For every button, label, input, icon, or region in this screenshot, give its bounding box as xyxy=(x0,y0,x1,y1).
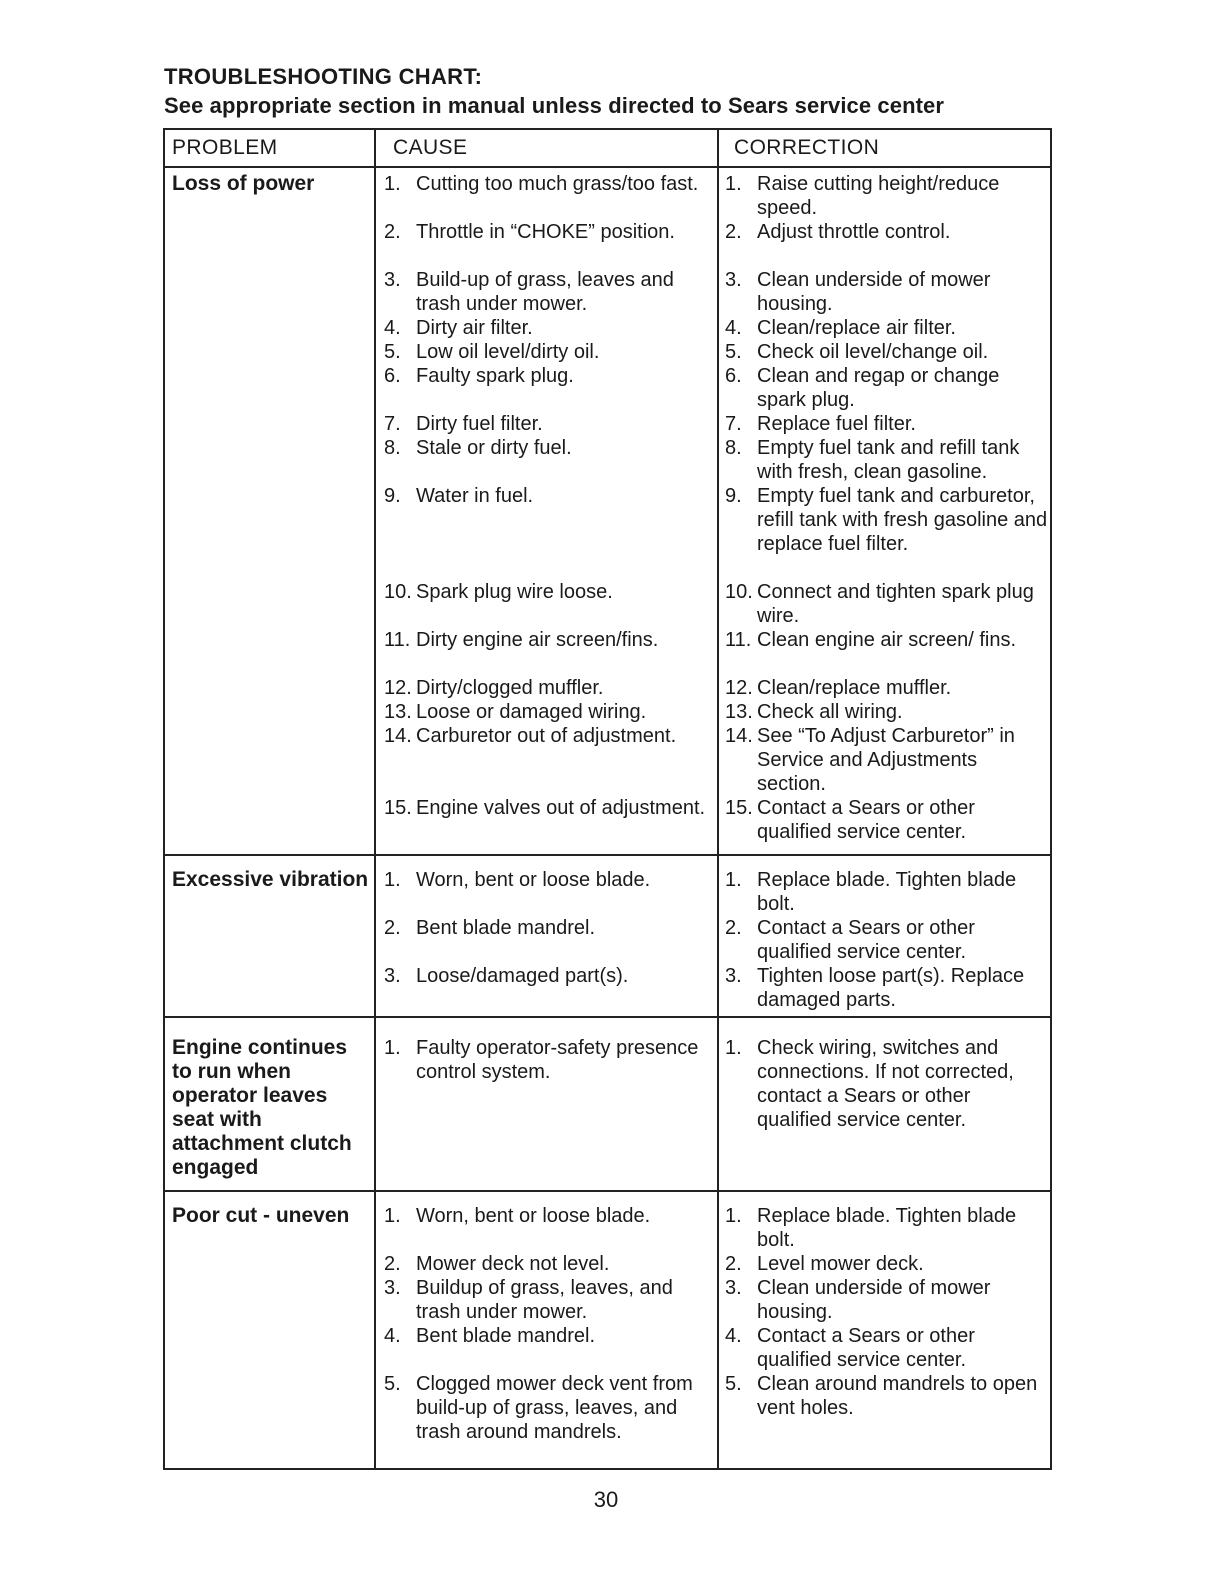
item-text: Dirty fuel filter. xyxy=(416,413,543,435)
item-text: Loose or damaged wiring. xyxy=(416,701,647,723)
item-number: 1. xyxy=(384,1037,401,1059)
item-number: 3. xyxy=(725,965,742,987)
item-text: Replace blade. Tighten blade bolt. xyxy=(757,869,1017,915)
item-text: Mower deck not level. xyxy=(416,1253,610,1275)
item-number: 9. xyxy=(725,485,742,507)
problem-label: Engine continues to run when operator leaves seat with attachment clutch engaged xyxy=(172,1036,352,1179)
item-number: 14. xyxy=(384,725,412,747)
item-number: 2. xyxy=(384,917,401,939)
header-correction: CORRECTION xyxy=(734,136,880,159)
item-text: Dirty engine air screen/fins. xyxy=(416,629,659,651)
chart-title: TROUBLESHOOTING CHART: xyxy=(164,64,483,89)
item-number: 15. xyxy=(725,797,753,819)
item-text: Faulty spark plug. xyxy=(416,365,574,387)
item-number: 1. xyxy=(384,869,401,891)
item-number: 4. xyxy=(725,1325,742,1347)
troubleshooting-table xyxy=(163,128,1052,1470)
item-text: Check oil level/change oil. xyxy=(757,341,989,363)
item-text: Raise cutting height/reduce speed. xyxy=(757,173,1000,219)
item-number: 2. xyxy=(384,1253,401,1275)
item-text: Water in fuel. xyxy=(416,485,534,507)
item-text: Empty fuel tank and refill tank with fresh, clean gasoline. xyxy=(757,437,1020,483)
item-text: Connect and tighten spark plug wire. xyxy=(757,581,1034,627)
header-problem: PROBLEM xyxy=(172,136,278,159)
item-number: 12. xyxy=(725,677,753,699)
item-number: 8. xyxy=(384,437,401,459)
item-number: 3. xyxy=(725,269,742,291)
item-text: Carburetor out of adjustment. xyxy=(416,725,677,747)
item-text: Buildup of grass, leaves, and trash under mower. xyxy=(416,1277,673,1323)
page-number: 30 xyxy=(593,1487,619,1512)
item-text: Low oil level/dirty oil. xyxy=(416,341,600,363)
item-number: 13. xyxy=(725,701,753,723)
item-number: 4. xyxy=(384,1325,401,1347)
table-header xyxy=(165,130,1050,168)
item-number: 5. xyxy=(384,1373,401,1395)
item-number: 4. xyxy=(384,317,401,339)
item-text: Cutting too much grass/too fast. xyxy=(416,173,699,195)
item-number: 7. xyxy=(384,413,401,435)
item-text: Replace fuel filter. xyxy=(757,413,916,435)
item-number: 2. xyxy=(384,221,401,243)
item-number: 10. xyxy=(725,581,753,603)
item-text: Clean underside of mower housing. xyxy=(757,1277,991,1323)
item-text: Worn, bent or loose blade. xyxy=(416,1205,651,1227)
problem-label: Poor cut - uneven xyxy=(172,1204,350,1227)
item-text: Dirty/clogged muffler. xyxy=(416,677,604,699)
item-number: 9. xyxy=(384,485,401,507)
item-number: 1. xyxy=(725,173,742,195)
item-text: Contact a Sears or other qualified service center. xyxy=(757,1325,975,1371)
item-text: Worn, bent or loose blade. xyxy=(416,869,651,891)
item-number: 6. xyxy=(725,365,742,387)
item-number: 1. xyxy=(725,1205,742,1227)
item-text: Bent blade mandrel. xyxy=(416,1325,596,1347)
item-number: 10. xyxy=(384,581,412,603)
item-text: Stale or dirty fuel. xyxy=(416,437,572,459)
item-number: 5. xyxy=(725,341,742,363)
row-divider xyxy=(165,1016,1050,1018)
item-text: Engine valves out of adjustment. xyxy=(416,797,706,819)
item-text: Build-up of grass, leaves and trash under mower. xyxy=(416,269,674,315)
problem-label: Excessive vibration xyxy=(172,868,369,891)
table-row xyxy=(165,168,1050,854)
item-number: 6. xyxy=(384,365,401,387)
item-text: Clogged mower deck vent from build-up of grass, leaves, and trash around mandrels. xyxy=(416,1373,693,1443)
item-text: Clean around mandrels to open vent holes. xyxy=(757,1373,1038,1419)
item-number: 2. xyxy=(725,221,742,243)
item-text: Replace blade. Tighten blade bolt. xyxy=(757,1205,1017,1251)
item-text: Adjust throttle control. xyxy=(757,221,951,243)
item-number: 11. xyxy=(384,629,411,651)
item-text: Clean engine air screen/ fins. xyxy=(757,629,1017,651)
item-text: Clean underside of mower housing. xyxy=(757,269,991,315)
item-text: Empty fuel tank and carburetor, refill tank with fresh gasoline and replace fuel filter. xyxy=(757,485,1048,555)
item-text: Check wiring, switches and connections. If not corrected, contact a Sears or other qualified service center. xyxy=(757,1037,1014,1131)
problem-label: Loss of power xyxy=(172,172,315,195)
item-number: 1. xyxy=(725,869,742,891)
item-number: 3. xyxy=(725,1277,742,1299)
item-text: Contact a Sears or other qualified service center. xyxy=(757,797,975,843)
item-number: 1. xyxy=(384,1205,401,1227)
item-text: Loose/damaged part(s). xyxy=(416,965,629,987)
item-text: See “To Adjust Carburetor” in Service and Adjustments section. xyxy=(757,725,1015,795)
item-number: 3. xyxy=(384,965,401,987)
item-text: Tighten loose part(s). Replace damaged parts. xyxy=(757,965,1025,1011)
item-text: Check all wiring. xyxy=(757,701,903,723)
item-text: Level mower deck. xyxy=(757,1253,924,1275)
item-text: Spark plug wire loose. xyxy=(416,581,613,603)
item-number: 3. xyxy=(384,269,401,291)
header-cause: CAUSE xyxy=(393,136,468,159)
item-number: 12. xyxy=(384,677,412,699)
item-number: 8. xyxy=(725,437,742,459)
item-number: 15. xyxy=(384,797,412,819)
item-number: 2. xyxy=(725,1253,742,1275)
item-text: Contact a Sears or other qualified service center. xyxy=(757,917,975,963)
item-number: 3. xyxy=(384,1277,401,1299)
item-text: Clean and regap or change spark plug. xyxy=(757,365,1000,411)
table-row xyxy=(165,864,1050,1016)
item-text: Clean/replace muffler. xyxy=(757,677,952,699)
item-number: 2. xyxy=(725,917,742,939)
item-number: 13. xyxy=(384,701,412,723)
item-number: 7. xyxy=(725,413,742,435)
item-number: 14. xyxy=(725,725,753,747)
item-number: 5. xyxy=(725,1373,742,1395)
item-number: 1. xyxy=(725,1037,742,1059)
table-row xyxy=(165,1032,1050,1190)
item-number: 1. xyxy=(384,173,401,195)
item-number: 5. xyxy=(384,341,401,363)
item-text: Throttle in “CHOKE” position. xyxy=(416,221,675,243)
row-divider xyxy=(165,1190,1050,1192)
item-text: Clean/replace air filter. xyxy=(757,317,956,339)
item-number: 4. xyxy=(725,317,742,339)
item-text: Dirty air filter. xyxy=(416,317,533,339)
item-text: Bent blade mandrel. xyxy=(416,917,596,939)
row-divider xyxy=(165,854,1050,856)
item-text: Faulty operator-safety presence control system. xyxy=(416,1037,699,1083)
item-number: 11. xyxy=(725,629,752,651)
table-row xyxy=(165,1200,1050,1468)
chart-subtitle: See appropriate section in manual unless directed to Sears service center xyxy=(164,93,945,118)
